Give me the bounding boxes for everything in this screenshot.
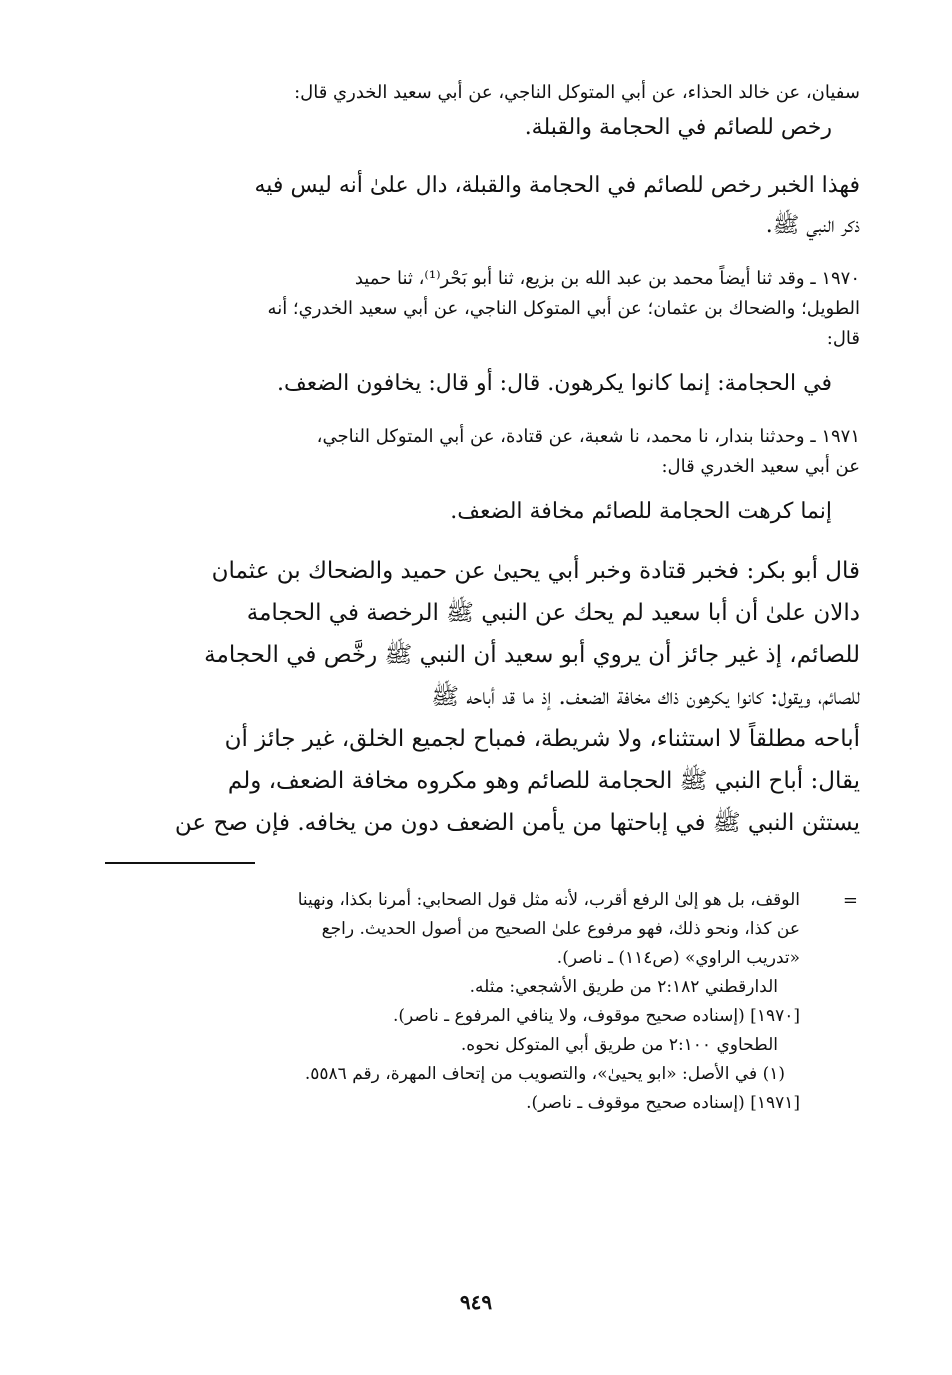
abu-bakr-commentary-line: للصائم، إذ غير جائز أن يروي أبو سعيد أن النبي ﷺ رخَّص في الحجامة	[204, 642, 860, 668]
abu-bakr-commentary-line: يستثن النبي ﷺ في إباحتها من يأمن الضعف دون من يخافه. فإن صح عن	[174, 810, 860, 836]
isnad-line: سفيان، عن خالد الحذاء، عن أبي المتوكل الناجي، عن أبي سعيد الخدري قال:	[294, 82, 860, 103]
commentary-line: فهذا الخبر رخص للصائم في الحجامة والقبلة، دال علىٰ أنه ليس فيه	[254, 173, 860, 198]
footnote-line: عن كذا، ونحو ذلك، فهو مرفوع علىٰ الصحيح من أصول الحديث. راجع	[321, 919, 800, 939]
abu-bakr-commentary-line: دالان علىٰ أن أبا سعيد لم يحك عن النبي ﷺ الرخصة في الحجامة	[246, 600, 860, 626]
hadith-text: رخص للصائم في الحجامة والقبلة.	[524, 115, 832, 140]
footnote-line: [١٩٧١] (إسناده صحيح موقوف ـ ناصر).	[526, 1093, 800, 1113]
continuation-mark: =	[842, 890, 858, 911]
hadith-1970-isnad: الطويل؛ والضحاك بن عثمان؛ عن أبي المتوكل الناجي، عن أبي سعيد الخدري؛ أنه	[267, 298, 860, 319]
footnote-line: «تدريب الراوي» (ص١١٤) ـ ناصر).	[556, 948, 800, 968]
footnote-divider	[105, 862, 255, 864]
page-number: ٩٤٩	[459, 1290, 493, 1314]
abu-bakr-commentary-line: يقال: أباح النبي ﷺ الحجامة للصائم وهو مكروه مخافة الضعف، ولم	[227, 768, 860, 794]
hadith-1970-text: في الحجامة: إنما كانوا يكرهون. قال: أو قال: يخافون الضعف.	[277, 371, 832, 396]
hadith-1971-text: إنما كرهت الحجامة للصائم مخافة الضعف.	[450, 499, 832, 524]
abu-bakr-commentary-line: قال أبو بكر: فخبر قتادة وخبر أبي يحيىٰ عن حميد والضحاك بن عثمان	[211, 558, 860, 584]
book-page	[105, 78, 860, 1335]
footnote-line: الدارقطني ٢:١٨٢ من طريق الأشجعي: مثله.	[469, 977, 778, 997]
hadith-1971-isnad: ١٩٧١ ـ وحدثنا بندار، نا محمد، نا شعبة، عن قتادة، عن أبي المتوكل الناجي،	[316, 426, 860, 447]
footnote-continuation	[105, 886, 860, 973]
hadith-1971-isnad: عن أبي سعيد الخدري قال:	[661, 456, 860, 477]
footnote-line: الطحاوي ٢:١٠٠ من طريق أبي المتوكل نحوه.	[460, 1035, 778, 1055]
abu-bakr-commentary-line: للصائم، ويقول: كانوا يكرهون ذاك مخافة الضعف. إذ ما قد أباحه ﷺ	[431, 684, 860, 710]
footnote-line: الوقف، بل هو إلىٰ الرفع أقرب، لأنه مثل قول الصحابي: أمرنا بكذا، ونهينا	[297, 890, 800, 910]
footnote-line: [١٩٧٠] (إسناده صحيح موقوف، ولا ينافي المرفوع ـ ناصر).	[393, 1006, 800, 1026]
abu-bakr-commentary-line: أباحه مطلقاً لا استثناء، ولا شريطة، فمباح لجميع الخلق، غير جائز أن	[224, 726, 860, 752]
footnote-line: (١) في الأصل: «ابو يحيىٰ»، والتصويب من إتحاف المهرة، رقم ٥٥٨٦.	[304, 1064, 785, 1084]
footnotes-section	[105, 886, 860, 1118]
hadith-1970-isnad: قال:	[826, 328, 860, 349]
commentary-line: ذكر النبي ﷺ.	[765, 213, 860, 238]
hadith-1970-isnad: ١٩٧٠ ـ وقد ثنا أيضاً محمد بن عبد الله بن بزيع، ثنا أبو بَحْر⁽¹⁾، ثنا حميد	[354, 268, 860, 289]
